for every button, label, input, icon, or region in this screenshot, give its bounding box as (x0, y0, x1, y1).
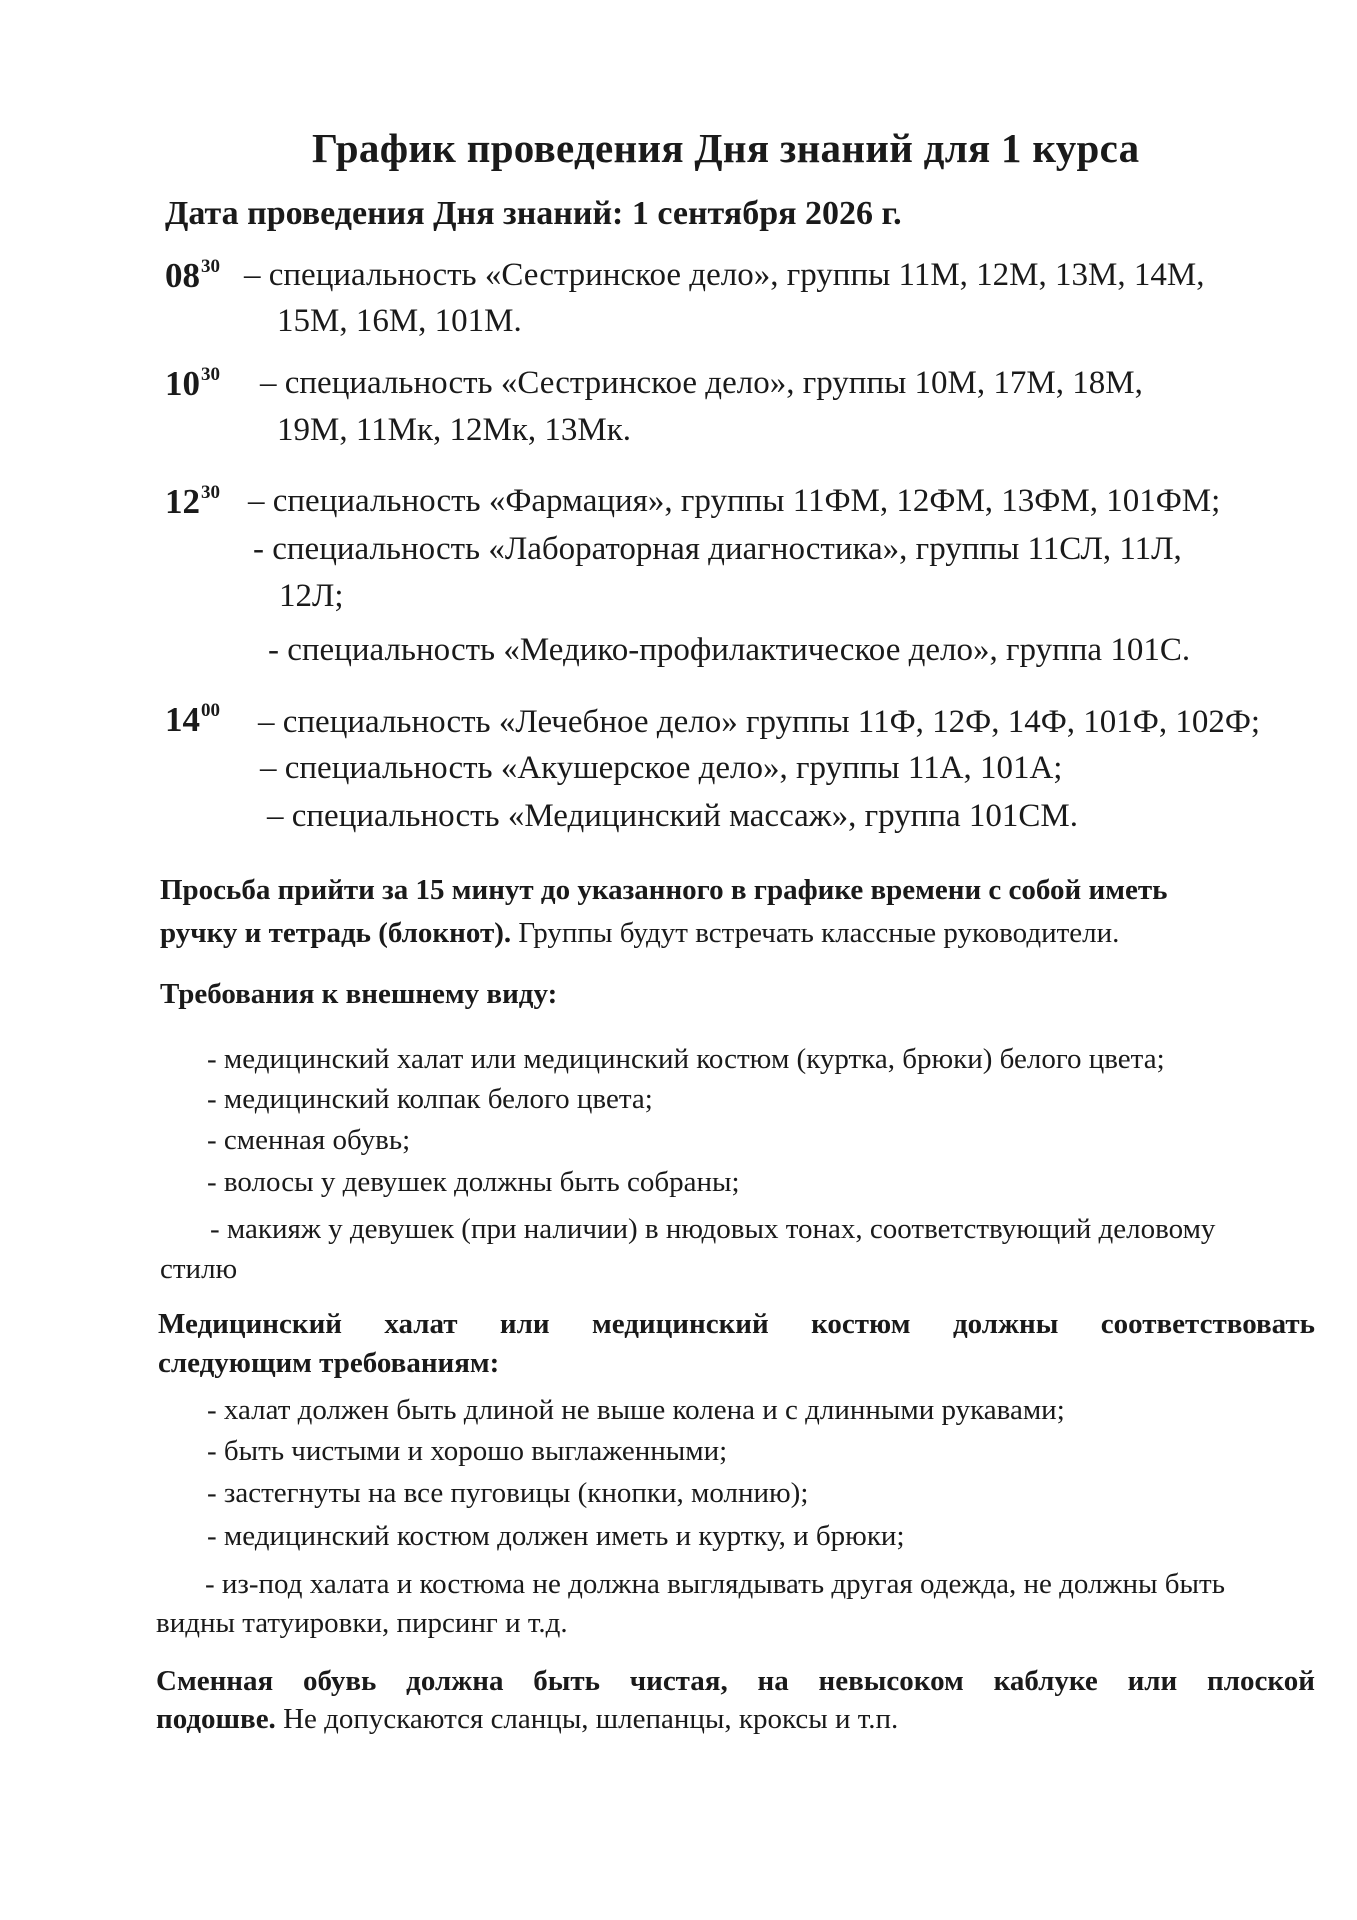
gown-item: - быть чистыми и хорошо выглаженными; (207, 1435, 728, 1467)
gown-item: - из-под халата и костюма не должна выглядывать другая одежда, не должны быть (205, 1568, 1225, 1600)
time-0830 (165, 256, 220, 296)
schedule-line: - специальность «Лабораторная диагностика», группы 11СЛ, 11Л, (253, 531, 1182, 567)
appearance-item: - медицинский колпак белого цвета; (207, 1083, 653, 1115)
time-1030 (165, 364, 220, 404)
schedule-line: – специальность «Лечебное дело» группы 11Ф, 12Ф, 14Ф, 101Ф, 102Ф; (258, 704, 1261, 740)
appearance-item-continuation: стилю (160, 1253, 238, 1285)
time-hour: 12 (165, 482, 200, 521)
shoes-word: должна (406, 1665, 504, 1697)
schedule-line: – специальность «Фармация», группы 11ФМ, 12ФМ, 13ФМ, 101ФМ; (248, 483, 1221, 519)
shoes-word: обувь (302, 1665, 377, 1697)
schedule-line: 12Л; (279, 578, 344, 614)
shoes-word: быть (533, 1665, 600, 1697)
time-minutes: 30 (201, 364, 220, 385)
appearance-item: - макияж у девушек (при наличии) в нюдовых тонах, соответствующий деловому (210, 1213, 1216, 1245)
request-normal-part: Группы будут встречать классные руководители. (511, 917, 1120, 949)
schedule-line: 19М, 11Мк, 12Мк, 13Мк. (277, 412, 631, 448)
gown-item: - застегнуты на все пуговицы (кнопки, молнию); (207, 1477, 809, 1509)
shoes-bold-part: подошве. (156, 1703, 276, 1735)
gown-item-continuation: видны татуировки, пирсинг и т.д. (156, 1607, 568, 1639)
shoes-word: или (1127, 1665, 1178, 1697)
appearance-item: - сменная обувь; (207, 1124, 411, 1156)
event-date: Дата проведения Дня знаний: 1 сентября 2026 г. (165, 195, 902, 232)
schedule-line: – специальность «Сестринское дело», группы 11М, 12М, 13М, 14М, (244, 257, 1205, 293)
time-minutes: 30 (201, 482, 220, 503)
gown-item: - халат должен быть длиной не выше колена и с длинными рукавами; (207, 1394, 1065, 1426)
schedule-line: 15М, 16М, 101М. (277, 303, 522, 339)
time-hour: 08 (165, 256, 200, 295)
shoes-word: на (757, 1665, 789, 1697)
heading-word: должны (952, 1308, 1059, 1340)
appearance-item: - медицинский халат или медицинский костюм (куртка, брюки) белого цвета; (207, 1043, 1165, 1075)
time-minutes: 30 (201, 256, 220, 277)
shoes-word: невысоком (818, 1665, 964, 1697)
time-hour: 14 (165, 700, 200, 739)
shoes-word: Сменная (156, 1665, 274, 1697)
appearance-item: - волосы у девушек должны быть собраны; (207, 1166, 740, 1198)
request-line-2 (160, 917, 1119, 950)
heading-word: халат (384, 1308, 458, 1340)
heading-word: медицинский (591, 1308, 769, 1340)
time-1400 (165, 700, 220, 740)
shoes-line-2 (156, 1703, 898, 1736)
document-title: График проведения Дня знаний для 1 курса (312, 125, 1140, 171)
time-minutes: 00 (201, 700, 220, 721)
time-hour: 10 (165, 364, 200, 403)
shoes-normal-part: Не допускаются сланцы, шлепанцы, кроксы и т.п. (275, 1703, 899, 1735)
shoes-word: каблуке (993, 1665, 1098, 1697)
heading-word: Медицинский (158, 1308, 342, 1340)
heading-word: костюм (811, 1308, 911, 1340)
appearance-heading: Требования к внешнему виду: (160, 978, 558, 1010)
schedule-line: – специальность «Медицинский массаж», группа 101СМ. (267, 798, 1078, 834)
shoes-word: чистая, (629, 1665, 728, 1697)
request-bold-part: ручку и тетрадь (блокнот). (160, 917, 512, 949)
heading-word: соответствовать (1100, 1308, 1315, 1340)
gown-item: - медицинский костюм должен иметь и куртку, и брюки; (207, 1520, 905, 1552)
schedule-line: – специальность «Сестринское дело», группы 10М, 17М, 18М, (260, 365, 1143, 401)
time-1230 (165, 482, 220, 522)
schedule-line: – специальность «Акушерское дело», группы 11А, 101А; (260, 750, 1063, 786)
shoes-line-1 (156, 1665, 1315, 1698)
shoes-word: плоской (1207, 1665, 1315, 1697)
gown-heading-line-2: следующим требованиям: (158, 1347, 500, 1379)
heading-word: или (499, 1308, 550, 1340)
schedule-line: - специальность «Медико-профилактическое дело», группа 101С. (268, 632, 1191, 668)
request-line-1: Просьба прийти за 15 минут до указанного в графике времени с собой иметь (160, 874, 1168, 906)
gown-heading-line-1 (158, 1308, 1315, 1341)
